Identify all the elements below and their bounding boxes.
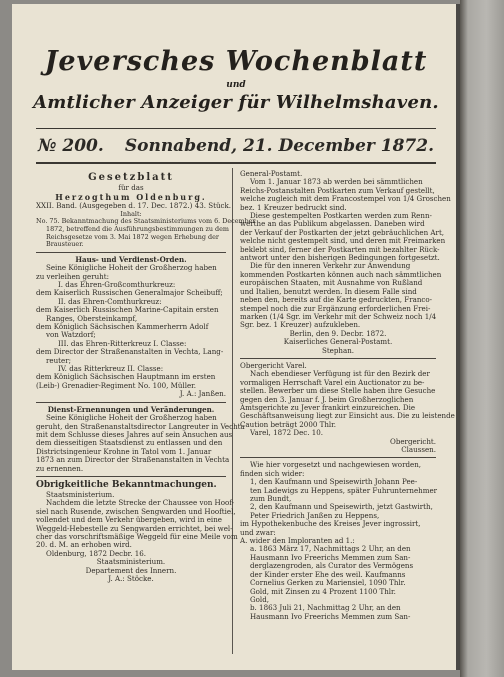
text-line: Cornelius Gerken zu Mariensiel, 1090 Thlr. <box>250 578 406 588</box>
text-line: dem diesseitigen Staatsdienst zu entlassen und den <box>36 438 223 448</box>
inhalt-line: No. 75. Bekanntmachung des Staatsministeriums vom 6. December <box>36 217 256 226</box>
text-line: 1873 an zum Director der Straßenanstalten in Vechta <box>36 455 230 465</box>
text-line: mit dem Schlusse dieses Jahres auf sein Ansuchen aus <box>36 429 233 439</box>
divider <box>240 358 436 359</box>
text-line: Gold, <box>250 594 270 604</box>
signature: J. A.: Janßen. <box>179 389 226 399</box>
text-line: III. das Ehren-Ritterkreuz I. Classe: <box>58 338 187 348</box>
text-line: siel nach Rusende, zwischen Sengwarden und Hooftiel, <box>36 506 236 516</box>
text-line: Departement des Innern. <box>85 565 177 575</box>
text-line: dem Director der Straßenanstalten in Vechta, Lang- <box>36 347 224 357</box>
text-line: IV. das Ritterkreuz II. Classe: <box>58 364 164 374</box>
text-line: Peter Friedrich Janßen zu Heppens, <box>250 510 380 520</box>
issue-number: № 200. <box>38 136 104 156</box>
text-line: welche zugleich mit dem Francostempel von 1/4 Groschen <box>240 194 451 204</box>
dienst-heading: Dienst-Ernennungen und Veränderungen. <box>47 404 215 414</box>
text-line: dem Königlich Sächsischen Kammerherrn Adolf <box>36 322 209 332</box>
text-line: finden sich wider: <box>240 468 305 478</box>
text-line: marken (1/4 Sgr. im Verkehr mit der Schweiz noch 1/4 <box>240 311 437 321</box>
text-line: Seine Königliche Hoheit der Großherzog haben <box>46 413 217 423</box>
text-line: bez. 1 Kreuzer bedruckt sind. <box>240 202 347 212</box>
orden-heading: Haus- und Verdienst-Orden. <box>75 254 187 264</box>
text-line: von Watzdorf; <box>46 330 96 340</box>
text-line: Reichs-Postanstalten Postkarten zum Verkauf gestellt, <box>240 185 435 195</box>
signature: Stephan. <box>321 345 355 355</box>
inhalt-line: Brausteuer. <box>46 240 84 249</box>
text-line: Obergericht. <box>390 436 436 446</box>
text-line: beklebt sind, ferner der Postkarten mit bezahlter Rück- <box>240 244 440 254</box>
text-line: europäischen Staaten, mit Ausnahme von Rußland <box>240 278 423 288</box>
text-line: A. wider den Imploranten ad 1.: <box>240 536 355 546</box>
rule-bottom <box>36 162 436 164</box>
inhalt-line: Reichsgesetze vom 3. Mai 1872 wegen Erhebung der <box>46 232 219 241</box>
text-line: ten Ladewigs zu Heppens, später Fuhrunternehmer <box>250 485 438 495</box>
issue-line <box>38 136 434 156</box>
text-line: Hausmann Ivo Freerichs Memmen zum San- <box>250 552 411 562</box>
rule-top <box>36 128 436 129</box>
text-line: gegen den 3. Januar f. J. beim Großherzoglichen <box>240 394 414 404</box>
divider <box>36 402 226 403</box>
text-line: Amtsgerichte zu Jever frankirt einzureichen. Die <box>240 402 416 412</box>
divider <box>240 457 436 458</box>
text-line: antwort unter den bisherigen Bedingungen fortgesetzt. <box>240 253 440 263</box>
text-line: 2, den Kaufmann und Speisewirth, jetzt Gastwirth, <box>250 502 433 512</box>
divider <box>36 252 226 253</box>
text-line: Ranges, Obersteinkampf, <box>46 313 138 323</box>
text-line: Staatsministerium. <box>96 557 166 567</box>
text-line: zu verleihen geruht: <box>36 271 109 281</box>
text-line: Nach ebendieser Verfügung ist für den Bezirk der <box>250 369 430 379</box>
newspaper-page <box>12 4 460 670</box>
divider <box>36 476 226 477</box>
issue-date: Sonnabend, 21. December 1872. <box>124 136 434 156</box>
text-line: Die für den inneren Verkehr zur Anwendung <box>250 261 411 271</box>
text-line: Sgr. bez. 1 Kreuzer) aufzukleben. <box>240 320 361 330</box>
signature: J. A.: Stöcke. <box>108 574 154 583</box>
text-line: der Verkauf der Postkarten der jetzt gebräuchlichen Art, <box>240 227 445 237</box>
text-line: Berlin, den 9. Decbr. 1872. <box>289 328 387 338</box>
masthead-subtitle: Amtlicher Anzeiger für Wilhelmshaven. <box>33 92 439 113</box>
text-line: Wie hier vorgesetzt und nachgewiesen worden, <box>250 460 422 470</box>
inhalt-label: Inhalt: <box>120 209 142 218</box>
text-line: Diese gestempelten Postkarten werden zum Renn- <box>250 211 432 221</box>
obrig-heading: Obrigkeitliche Bekanntmachungen. <box>36 479 217 490</box>
gesetzblatt-title: Gesetzblatt <box>88 172 174 183</box>
text-line: kommenden Postkarten können auch nach sämmtlichen <box>240 269 442 279</box>
text-line: b. 1863 Juli 21, Nachmittag 2 Uhr, an den <box>250 603 401 613</box>
text-line: derglazengroden, als Curator des Vermögens <box>250 561 414 571</box>
text-line: geruht, den Straßenanstaltsdirector Langreuter in Vechta <box>36 421 245 431</box>
text-line: Vom 1. Januar 1873 ab werden bei sämmtlichen <box>250 177 423 187</box>
text-line: dem Kaiserlich Russischen Marine-Capitain ersten <box>36 305 219 315</box>
text-line: Districtsingenieur Krohne in Tatol vom 1. Januar <box>36 446 212 456</box>
masthead-title: Jeversches Wochenblatt <box>44 46 428 77</box>
text-line: reuter; <box>46 355 71 365</box>
text-line: Geschäftsanweisung liegt zur Einsicht aus. Die zu leistende <box>240 411 455 421</box>
column-separator <box>232 168 233 654</box>
text-line: stempel noch die zur Ergänzung erforderlichen Frei- <box>240 303 431 313</box>
text-line: der Kinder erster Ehe des weil. Kaufmanns <box>250 569 406 579</box>
right-column <box>240 169 455 621</box>
text-line: und Italien, benutzt werden. In diesem Falle sind <box>240 286 417 296</box>
obrig-sub: Staatsministerium. <box>46 489 115 499</box>
text-line: a. 1863 März 17, Nachmittags 2 Uhr, an den <box>250 544 411 554</box>
text-line: dem Königlich Sächsischen Hauptmann im ersten <box>36 372 216 382</box>
text-line: und zwar: <box>240 527 276 537</box>
text-line: neben den, bereits auf die Karte gedruckten, Franco- <box>240 295 433 305</box>
text-line: dem Kaiserlich Russischen Generalmajor Scheibuff; <box>36 288 223 298</box>
text-line: II. das Ehren-Comthurkreuz: <box>58 296 162 306</box>
masthead-und: und <box>226 80 246 90</box>
inhalt-line: 1872, betreffend die Ausführungsbestimmungen zu dem <box>46 225 229 233</box>
text-line: Hausmann Ivo Freerichs Memmen zum San- <box>250 611 411 621</box>
text-line: zu ernennen. <box>36 463 84 473</box>
text-line: werthe an das Publikum abgelassen. Daneben wird <box>240 219 425 229</box>
text-line: vormaligen Herrschaft Varel ein Auctionator zu be- <box>240 377 425 387</box>
post-heading: General-Postamt. <box>240 169 303 178</box>
text-line: welche nicht gestempelt sind, und deren mit Freimarken <box>240 236 446 246</box>
text-line: Weggeld-Hebestelle zu Sengwarden errichtet, bei wel- <box>36 523 233 533</box>
scan-edge <box>460 0 504 677</box>
text-line: stellen. Bewerber um diese Stelle haben ihre Gesuche <box>240 386 436 396</box>
ober-heading: Obergericht Varel. <box>240 360 307 370</box>
text-line: im Hypothekenbuche des Kreises Jever ingrossirt, <box>240 519 421 529</box>
text-line: 20. d. M. an erhoben wird. <box>36 540 132 550</box>
text-line: Seine Königliche Hoheit der Großherzog haben <box>46 263 217 273</box>
text-line: vollendet und dem Verkehr übergeben, wird in eine <box>36 515 222 525</box>
text-line: I. das Ehren-Großcomthurkreuz: <box>58 280 176 289</box>
text-line: Varel, 1872 Dec. 10. <box>250 428 324 438</box>
text-line: Oldenburg, 1872 Decbr. 16. <box>46 548 147 558</box>
gesetzblatt-herzog: Herzogthum Oldenburg. <box>55 192 207 203</box>
gesetzblatt-fuer: für das <box>118 183 144 192</box>
text-line: Kaiserliches General-Postamt. <box>283 337 393 347</box>
gesetzblatt-band: XXII. Band. (Ausgegeben d. 17. Dec. 1872.) 43. Stück. <box>36 201 232 211</box>
text-line: 1, den Kaufmann und Speisewirth Johann Pee- <box>250 477 418 487</box>
text-line: Nachdem die letzte Strecke der Chaussee von Hoof- <box>46 498 235 508</box>
text-line: zum Bundt, <box>250 494 292 504</box>
left-column <box>36 172 256 583</box>
text-line: Gold, mit Zinsen zu 4 Prozent 1100 Thlr. <box>250 586 396 596</box>
text-line: (Leib-) Grenadier-Regiment No. 100, Müller. <box>36 380 197 390</box>
inhalt-block <box>36 217 256 249</box>
signature: Claussen. <box>401 445 436 454</box>
text-line: cher das vorschriftsmäßige Weggeld für eine Meile vom <box>36 531 238 541</box>
text-line: Caution beträgt 2000 Thlr. <box>240 419 337 429</box>
